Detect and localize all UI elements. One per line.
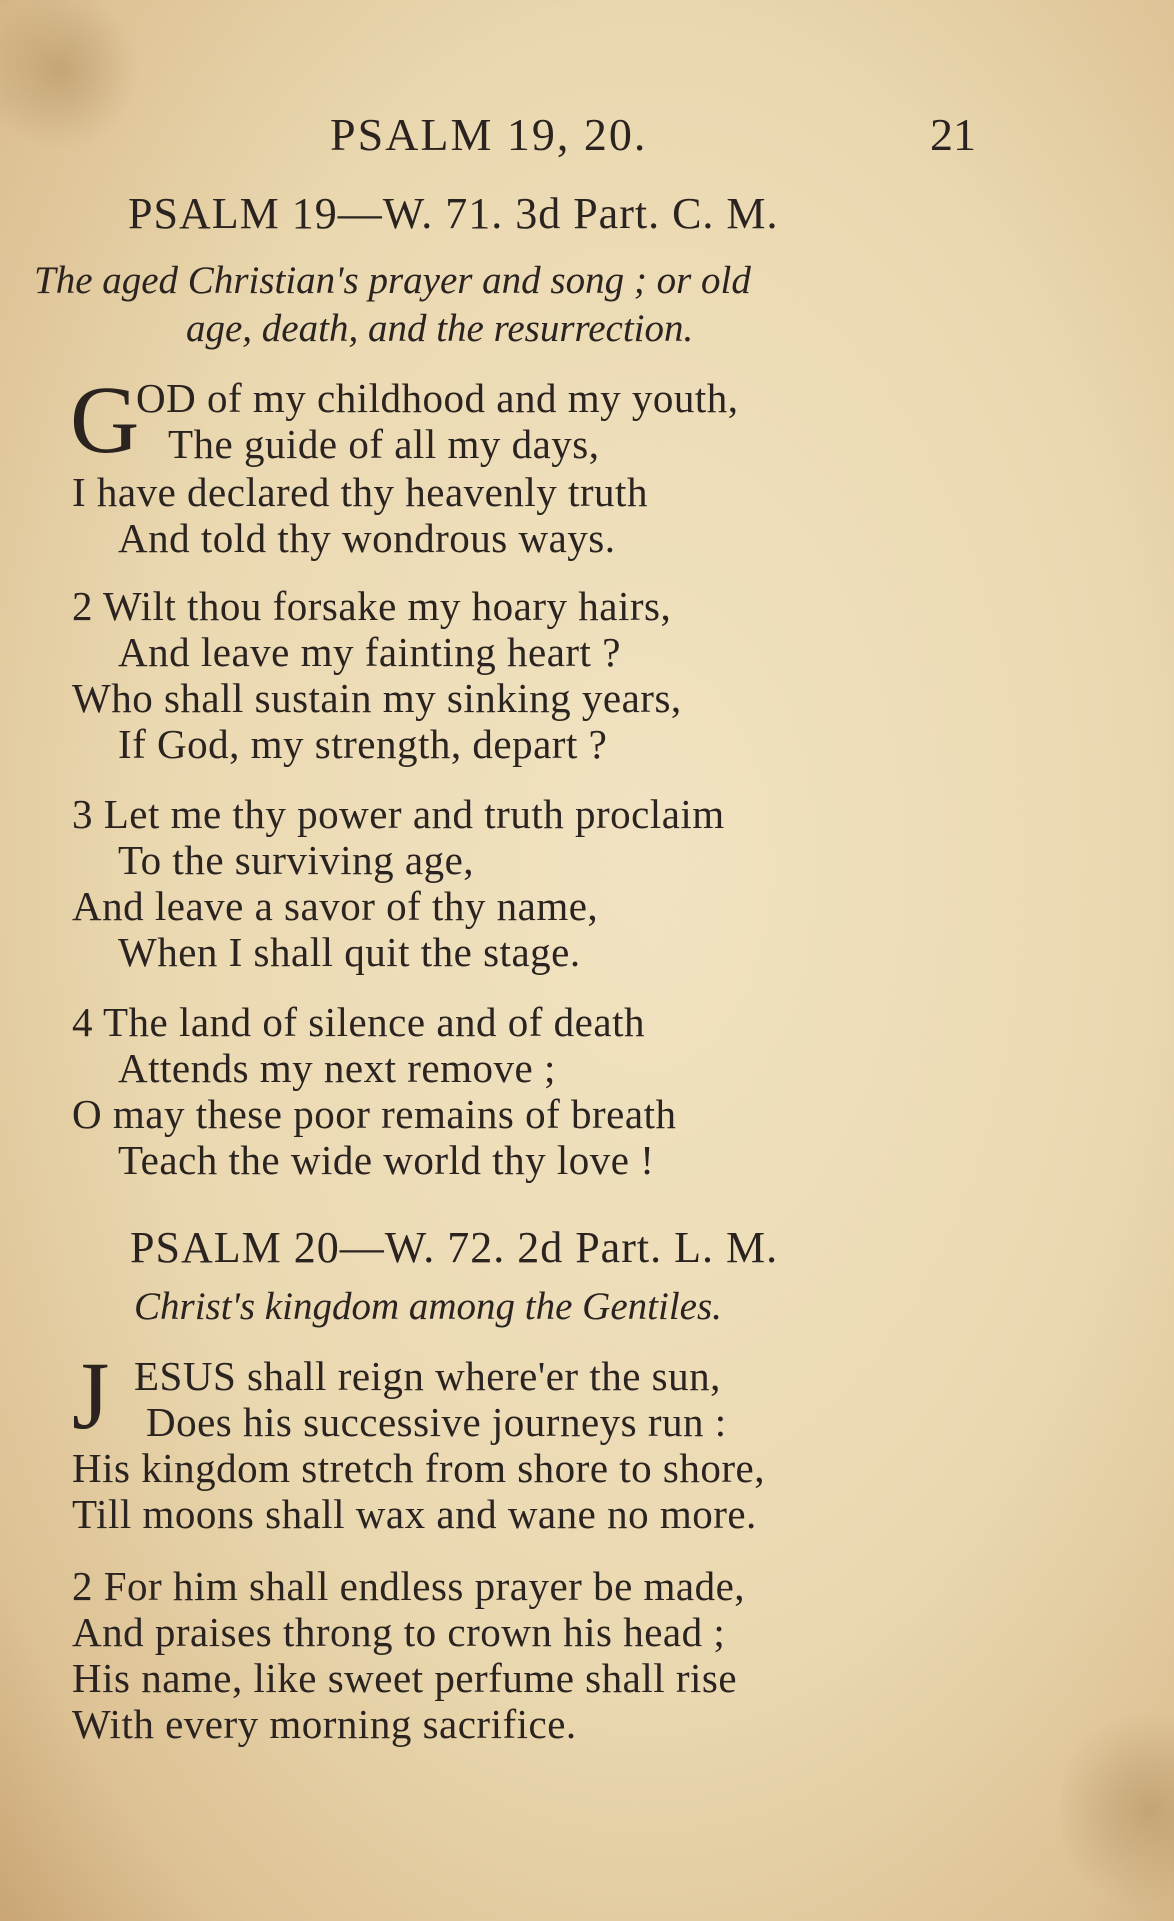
verse-line: 4 The land of silence and of death — [72, 999, 645, 1045]
verse-line: Who shall sustain my sinking years, — [72, 675, 682, 721]
verse-line: Till moons shall wax and wane no more. — [72, 1491, 757, 1537]
psalm-20-subtitle: Christ's kingdom among the Gentiles. — [134, 1285, 722, 1328]
verse-line: Teach the wide world thy love ! — [118, 1137, 655, 1183]
verse-line: O may these poor remains of breath — [72, 1091, 677, 1137]
verse-line: I have declared thy heavenly truth — [72, 469, 648, 515]
running-title: PSALM 19, 20. — [330, 109, 648, 160]
verse-line: And told thy wondrous ways. — [118, 515, 616, 561]
psalm-19-title: PSALM 19—W. 71. 3d Part. C. M. — [128, 189, 779, 238]
age-stain — [1060, 1700, 1174, 1920]
psalm-20-title: PSALM 20—W. 72. 2d Part. L. M. — [130, 1223, 779, 1272]
verse-line: 2 For him shall endless prayer be made, — [72, 1563, 746, 1609]
verse-line: His kingdom stretch from shore to shore, — [72, 1445, 765, 1491]
verse-line: And praises throng to crown his head ; — [72, 1609, 726, 1655]
drop-cap: G — [70, 366, 140, 473]
verse-line: Does his successive journeys run : — [146, 1399, 727, 1445]
verse-line: OD of my childhood and my youth, — [136, 375, 739, 421]
page-number: 21 — [930, 109, 976, 160]
drop-cap: J — [72, 1342, 110, 1449]
verse-line: With every morning sacrifice. — [72, 1701, 577, 1747]
verse-line: And leave a savor of thy name, — [72, 883, 599, 929]
psalm-19-subtitle-line1: The aged Christian's prayer and song ; or old — [34, 259, 751, 302]
verse-line: When I shall quit the stage. — [118, 929, 581, 975]
verse-line: His name, like sweet perfume shall rise — [72, 1655, 738, 1701]
verse-line: If God, my strength, depart ? — [118, 721, 608, 767]
verse-line: 3 Let me thy power and truth proclaim — [72, 791, 725, 837]
verse-line: 2 Wilt thou forsake my hoary hairs, — [72, 583, 672, 629]
verse-line: The guide of all my days, — [168, 421, 600, 467]
psalm-19-subtitle-line2: age, death, and the resurrection. — [186, 307, 694, 350]
verse-line: To the surviving age, — [118, 837, 475, 883]
verse-line: ESUS shall reign where'er the sun, — [134, 1353, 721, 1399]
page-header — [0, 108, 1174, 168]
verse-line: Attends my next remove ; — [118, 1045, 556, 1091]
verse-line: And leave my fainting heart ? — [118, 629, 621, 675]
